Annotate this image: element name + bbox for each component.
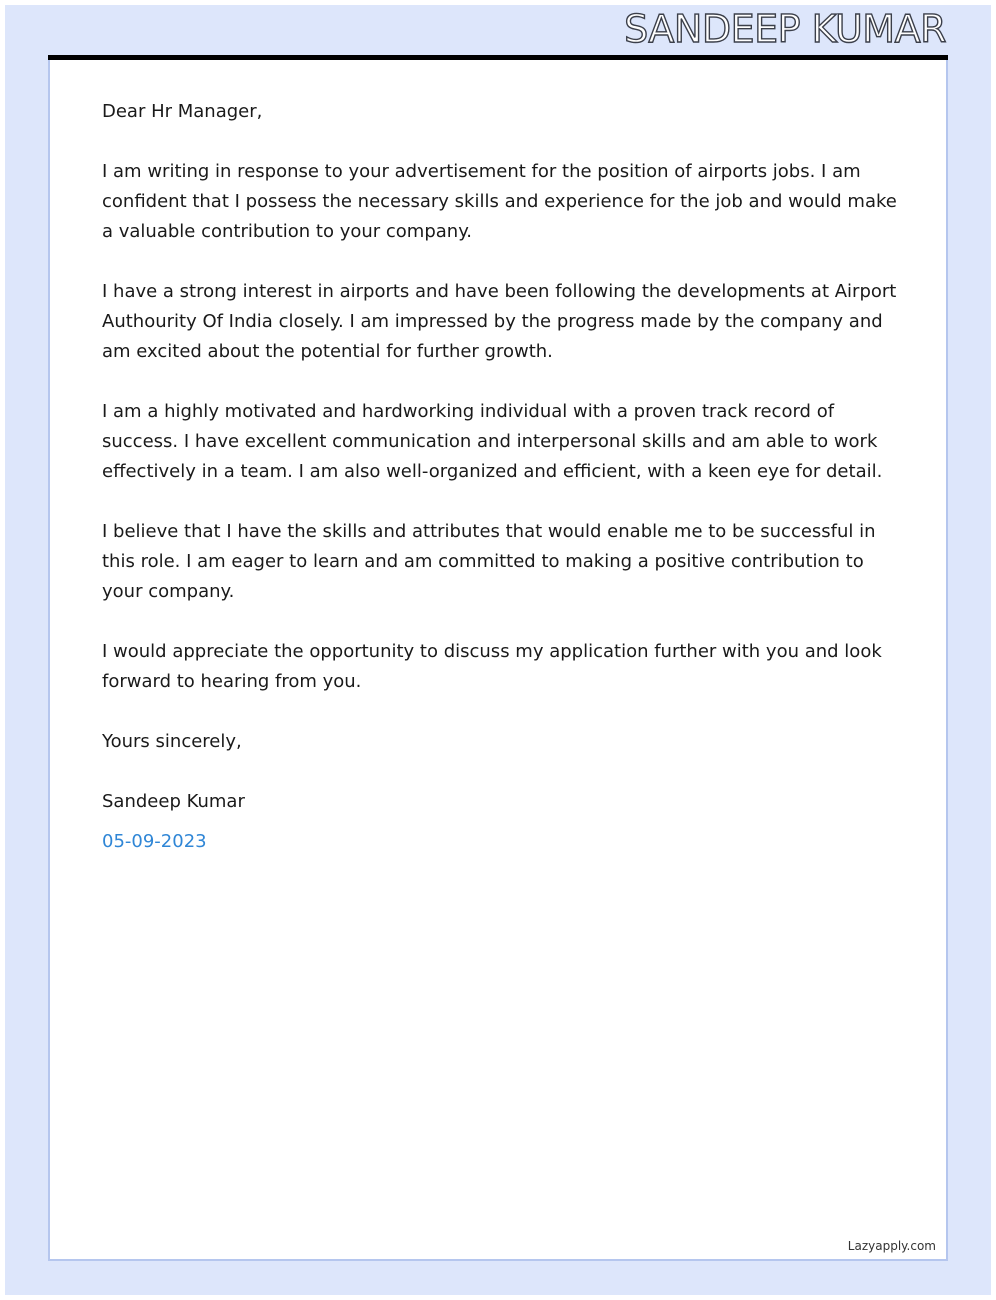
salutation: Dear Hr Manager,: [102, 101, 263, 122]
letter-paragraph: I have a strong interest in airports and have been following the developments at Airport Authourity Of India closely. I am impressed by the progress made by the company and am excited about the potential for further growth.: [102, 281, 897, 362]
signature-name: Sandeep Kumar: [102, 791, 245, 812]
letter-paragraph: I am a highly motivated and hardworking individual with a proven track record of success. I have excellent communication and interpersonal skills and am able to work effectively in a team. I am also well-organized and efficient, with a keen eye for detail.: [102, 401, 883, 482]
letter-paragraph: I am writing in response to your advertisement for the position of airports jobs. I am confident that I possess the necessary skills and experience for the job and would make a valuable contribution to your company.: [102, 161, 897, 242]
letter-paragraph: I would appreciate the opportunity to discuss my application further with you and look forward to hearing from you.: [102, 641, 882, 692]
footer-brand: Lazyapply.com: [847, 1239, 936, 1253]
header-name: SANDEEP KUMAR: [624, 7, 946, 51]
letter-card: [48, 60, 948, 1261]
letter-paragraph: I believe that I have the skills and attributes that would enable me to be successful in this role. I am eager to learn and am committed to making a positive contribution to your company.: [102, 521, 876, 602]
closing: Yours sincerely,: [102, 731, 242, 752]
letter-body: [102, 97, 902, 887]
letter-date: 05-09-2023: [102, 831, 207, 852]
